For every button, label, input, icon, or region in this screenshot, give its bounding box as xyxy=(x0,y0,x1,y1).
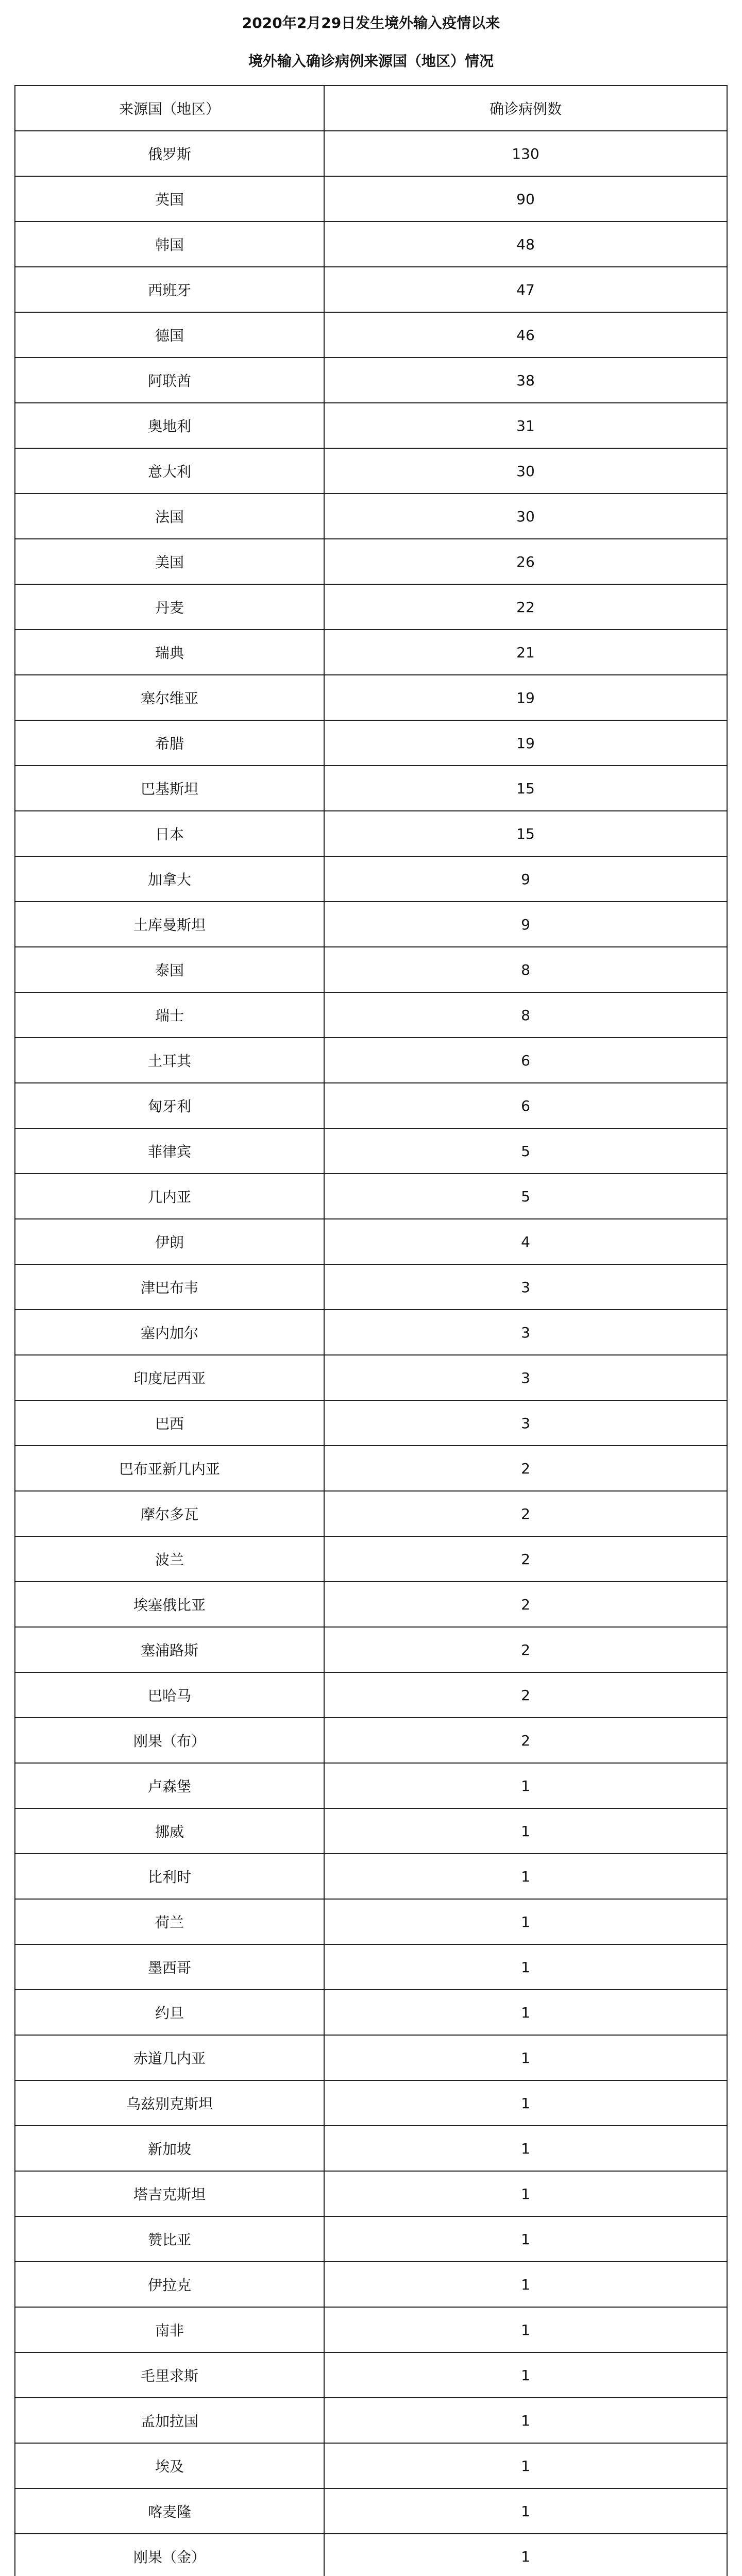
case-count-cell: 1 xyxy=(324,2035,727,2080)
country-cell: 赞比亚 xyxy=(15,2216,324,2262)
table-row xyxy=(15,2126,727,2171)
case-count-cell: 2 xyxy=(324,1672,727,1718)
table-row xyxy=(15,1990,727,2035)
country-cell: 加拿大 xyxy=(15,856,324,902)
header-source-country: 来源国（地区） xyxy=(15,86,324,131)
country-cell: 土库曼斯坦 xyxy=(15,902,324,947)
table-row xyxy=(15,2171,727,2216)
country-cell: 韩国 xyxy=(15,222,324,267)
table-row xyxy=(15,584,727,630)
country-cell: 法国 xyxy=(15,494,324,539)
country-cell: 墨西哥 xyxy=(15,1944,324,1990)
table-row xyxy=(15,1718,727,1763)
table-row xyxy=(15,267,727,312)
case-count-cell: 26 xyxy=(324,539,727,584)
case-count-cell: 3 xyxy=(324,1264,727,1310)
table-row xyxy=(15,222,727,267)
table-title: 境外输入确诊病例来源国（地区）情况 xyxy=(248,52,494,70)
case-count-cell: 48 xyxy=(324,222,727,267)
country-cell: 几内亚 xyxy=(15,1174,324,1219)
table-row xyxy=(15,1944,727,1990)
country-cell: 泰国 xyxy=(15,947,324,992)
case-count-cell: 5 xyxy=(324,1128,727,1174)
case-count-cell: 5 xyxy=(324,1174,727,1219)
table-row xyxy=(15,630,727,675)
country-cell: 波兰 xyxy=(15,1536,324,1582)
case-count-cell: 1 xyxy=(324,2126,727,2171)
case-count-cell: 6 xyxy=(324,1083,727,1128)
case-count-cell: 19 xyxy=(324,720,727,766)
table-row xyxy=(15,902,727,947)
case-count-cell: 1 xyxy=(324,1808,727,1854)
country-cell: 巴西 xyxy=(15,1400,324,1446)
header-confirmed-cases: 确诊病例数 xyxy=(324,86,727,131)
country-cell: 伊拉克 xyxy=(15,2262,324,2307)
country-cell: 德国 xyxy=(15,312,324,358)
table-row xyxy=(15,1038,727,1083)
case-count-cell: 1 xyxy=(324,2262,727,2307)
case-count-cell: 1 xyxy=(324,2534,727,2576)
case-count-cell: 47 xyxy=(324,267,727,312)
country-cell: 印度尼西亚 xyxy=(15,1355,324,1400)
table-row xyxy=(15,1763,727,1808)
case-count-cell: 9 xyxy=(324,856,727,902)
country-cell: 希腊 xyxy=(15,720,324,766)
country-cell: 挪威 xyxy=(15,1808,324,1854)
table-row xyxy=(15,1400,727,1446)
table-row xyxy=(15,176,727,222)
country-cell: 俄罗斯 xyxy=(15,131,324,176)
country-cell: 日本 xyxy=(15,811,324,856)
country-cell: 乌兹别克斯坦 xyxy=(15,2080,324,2126)
case-count-cell: 31 xyxy=(324,403,727,448)
case-count-cell: 9 xyxy=(324,902,727,947)
country-cell: 约旦 xyxy=(15,1990,324,2035)
country-cell: 瑞士 xyxy=(15,992,324,1038)
case-count-cell: 3 xyxy=(324,1355,727,1400)
table-row xyxy=(15,1854,727,1899)
country-cell: 毛里求斯 xyxy=(15,2352,324,2398)
country-cell: 阿联酋 xyxy=(15,358,324,403)
country-cell: 意大利 xyxy=(15,448,324,494)
table-row xyxy=(15,2216,727,2262)
country-cell: 奥地利 xyxy=(15,403,324,448)
table-row xyxy=(15,2443,727,2488)
document-title: 2020年2月29日发生境外输入疫情以来 xyxy=(242,14,500,31)
table-row xyxy=(15,1083,727,1128)
table-row xyxy=(15,1264,727,1310)
table-row xyxy=(15,947,727,992)
country-cell: 美国 xyxy=(15,539,324,584)
case-count-cell: 2 xyxy=(324,1491,727,1536)
table-row xyxy=(15,1582,727,1627)
case-count-cell: 1 xyxy=(324,1854,727,1899)
table-row xyxy=(15,403,727,448)
country-cell: 新加坡 xyxy=(15,2126,324,2171)
country-cell: 塔吉克斯坦 xyxy=(15,2171,324,2216)
country-cell: 南非 xyxy=(15,2307,324,2352)
table-row xyxy=(15,1219,727,1264)
country-cell: 摩尔多瓦 xyxy=(15,1491,324,1536)
table-row xyxy=(15,1627,727,1672)
table-row xyxy=(15,1536,727,1582)
table-row xyxy=(15,1899,727,1944)
table-wrapper xyxy=(14,85,728,2576)
country-cell: 埃及 xyxy=(15,2443,324,2488)
country-cell: 比利时 xyxy=(15,1854,324,1899)
table-row xyxy=(15,448,727,494)
table-row xyxy=(15,1310,727,1355)
country-cell: 塞尔维亚 xyxy=(15,675,324,720)
table-row xyxy=(15,766,727,811)
table-row xyxy=(15,1128,727,1174)
country-cell: 西班牙 xyxy=(15,267,324,312)
table-row xyxy=(15,358,727,403)
table-header-row xyxy=(15,86,727,131)
case-count-cell: 2 xyxy=(324,1582,727,1627)
table-row xyxy=(15,1174,727,1219)
table-row xyxy=(15,811,727,856)
case-count-cell: 19 xyxy=(324,675,727,720)
table-row xyxy=(15,720,727,766)
table-row xyxy=(15,1672,727,1718)
case-count-cell: 3 xyxy=(324,1310,727,1355)
country-cell: 菲律宾 xyxy=(15,1128,324,1174)
country-cell: 刚果（金） xyxy=(15,2534,324,2576)
country-cell: 卢森堡 xyxy=(15,1763,324,1808)
imported-cases-table xyxy=(14,85,728,2576)
country-cell: 赤道几内亚 xyxy=(15,2035,324,2080)
country-cell: 丹麦 xyxy=(15,584,324,630)
case-count-cell: 22 xyxy=(324,584,727,630)
case-count-cell: 1 xyxy=(324,1763,727,1808)
table-row xyxy=(15,2352,727,2398)
table-row xyxy=(15,675,727,720)
case-count-cell: 1 xyxy=(324,1899,727,1944)
table-row xyxy=(15,2307,727,2352)
table-row xyxy=(15,1446,727,1491)
table-row xyxy=(15,2080,727,2126)
case-count-cell: 15 xyxy=(324,766,727,811)
case-count-cell: 30 xyxy=(324,494,727,539)
case-count-cell: 38 xyxy=(324,358,727,403)
case-count-cell: 30 xyxy=(324,448,727,494)
case-count-cell: 3 xyxy=(324,1400,727,1446)
case-count-cell: 1 xyxy=(324,2352,727,2398)
case-count-cell: 1 xyxy=(324,2216,727,2262)
case-count-cell: 1 xyxy=(324,2488,727,2534)
table-row xyxy=(15,2534,727,2576)
table-body xyxy=(15,131,727,2576)
table-row xyxy=(15,1355,727,1400)
case-count-cell: 4 xyxy=(324,1219,727,1264)
country-cell: 塞内加尔 xyxy=(15,1310,324,1355)
case-count-cell: 1 xyxy=(324,2171,727,2216)
case-count-cell: 1 xyxy=(324,2398,727,2443)
case-count-cell: 15 xyxy=(324,811,727,856)
table-row xyxy=(15,1808,727,1854)
case-count-cell: 6 xyxy=(324,1038,727,1083)
case-count-cell: 8 xyxy=(324,992,727,1038)
table-row xyxy=(15,2398,727,2443)
country-cell: 荷兰 xyxy=(15,1899,324,1944)
case-count-cell: 130 xyxy=(324,131,727,176)
table-row xyxy=(15,2262,727,2307)
country-cell: 伊朗 xyxy=(15,1219,324,1264)
case-count-cell: 1 xyxy=(324,1990,727,2035)
country-cell: 土耳其 xyxy=(15,1038,324,1083)
country-cell: 塞浦路斯 xyxy=(15,1627,324,1672)
table-row xyxy=(15,131,727,176)
case-count-cell: 8 xyxy=(324,947,727,992)
table-row xyxy=(15,992,727,1038)
country-cell: 刚果（布） xyxy=(15,1718,324,1763)
table-head xyxy=(15,86,727,131)
case-count-cell: 2 xyxy=(324,1536,727,1582)
country-cell: 埃塞俄比亚 xyxy=(15,1582,324,1627)
case-count-cell: 2 xyxy=(324,1627,727,1672)
table-row xyxy=(15,494,727,539)
country-cell: 巴基斯坦 xyxy=(15,766,324,811)
table-row xyxy=(15,2035,727,2080)
table-row xyxy=(15,312,727,358)
country-cell: 巴哈马 xyxy=(15,1672,324,1718)
country-cell: 巴布亚新几内亚 xyxy=(15,1446,324,1491)
case-count-cell: 1 xyxy=(324,2443,727,2488)
table-row xyxy=(15,2488,727,2534)
case-count-cell: 1 xyxy=(324,1944,727,1990)
case-count-cell: 46 xyxy=(324,312,727,358)
case-count-cell: 1 xyxy=(324,2080,727,2126)
table-row xyxy=(15,856,727,902)
case-count-cell: 21 xyxy=(324,630,727,675)
country-cell: 津巴布韦 xyxy=(15,1264,324,1310)
case-count-cell: 90 xyxy=(324,176,727,222)
case-count-cell: 1 xyxy=(324,2307,727,2352)
country-cell: 英国 xyxy=(15,176,324,222)
table-row xyxy=(15,539,727,584)
country-cell: 匈牙利 xyxy=(15,1083,324,1128)
case-count-cell: 2 xyxy=(324,1718,727,1763)
country-cell: 喀麦隆 xyxy=(15,2488,324,2534)
country-cell: 孟加拉国 xyxy=(15,2398,324,2443)
country-cell: 瑞典 xyxy=(15,630,324,675)
case-count-cell: 2 xyxy=(324,1446,727,1491)
table-row xyxy=(15,1491,727,1536)
